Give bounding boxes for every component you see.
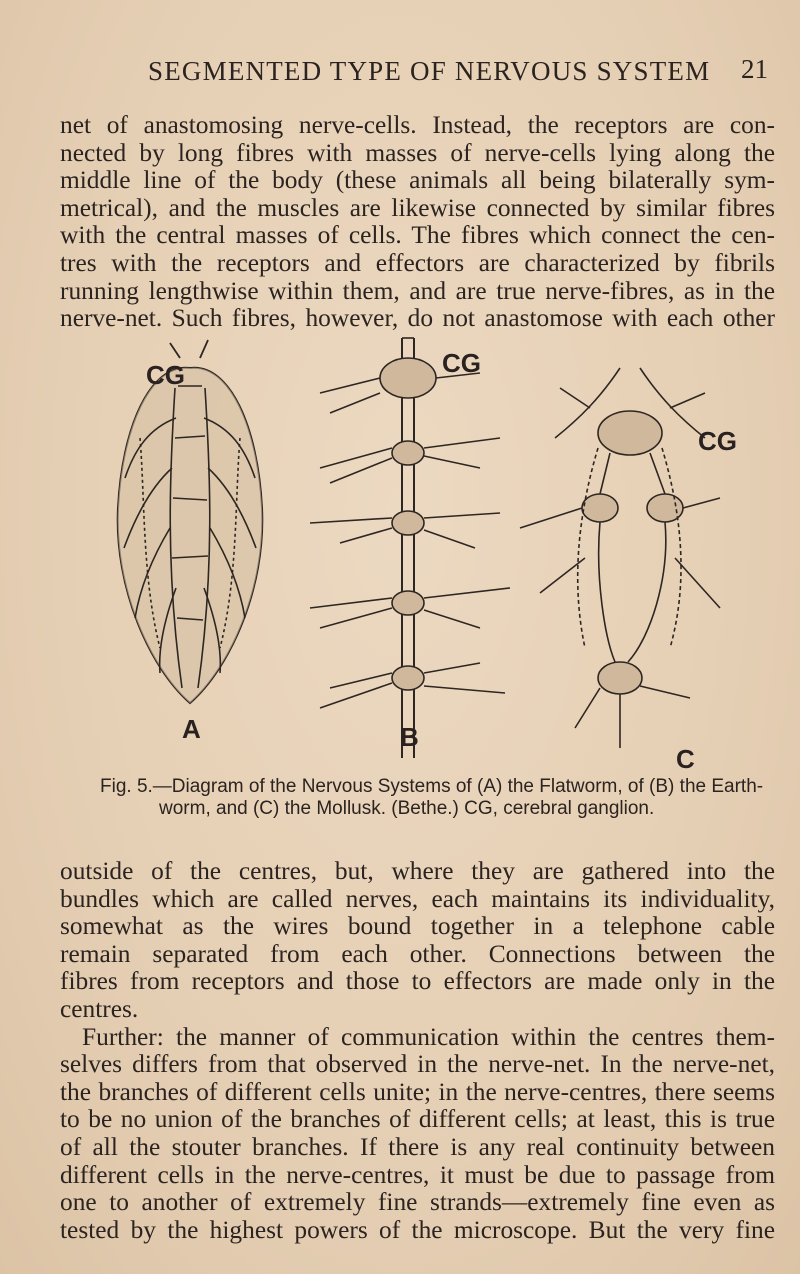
running-head [148, 56, 768, 96]
figure-caption [100, 776, 764, 820]
nervous-systems-figure [80, 318, 760, 778]
text-line: somewhat as the wires bound together in a telephone cable [60, 912, 775, 941]
text-line: running lengthwise within them, and are true nerve-fibres, as in the [60, 276, 775, 305]
panel-label-c: C [676, 744, 695, 774]
page-number: 21 [741, 54, 768, 84]
panel-label-b: B [400, 722, 419, 752]
bottom-paragraphs [60, 858, 775, 1244]
cg-label-a: CG [146, 360, 185, 390]
cg-label-b: CG [442, 348, 481, 378]
text-line: remain separated from each other. Connections between the [60, 939, 775, 968]
caption-line: worm, and (C) the Mollusk. (Bethe.) CG, cerebral ganglion. [159, 798, 655, 819]
mollusk-diagram [520, 368, 720, 748]
text-line: middle line of the body (these animals all being bilaterally sym- [60, 166, 775, 195]
text-line: the branches of different cells unite; in the nerve-centres, there seems [60, 1077, 775, 1106]
flatworm-diagram [118, 340, 263, 703]
panel-label-a: A [182, 714, 201, 744]
text-line: Further: the manner of communication within the centres them- [82, 1022, 775, 1051]
text-line: metrical), and the muscles are likewise connected by similar fibres [60, 193, 775, 222]
chapter-title: SEGMENTED TYPE OF NERVOUS SYSTEM [148, 56, 711, 86]
text-line: centres. [60, 994, 139, 1023]
caption-line: Fig. 5.—Diagram of the Nervous Systems of (A) the Flatworm, of (B) the Earth- [100, 776, 764, 797]
text-line: net of anastomosing nerve-cells. Instead, the receptors are con- [60, 111, 775, 139]
text-line: one to another of extremely fine strands—extremely fine even as [60, 1188, 775, 1217]
text-line: nerve-net. Such fibres, however, do not anastomose with each other [60, 304, 775, 333]
text-line: tested by the highest powers of the microscope. But the very fine [60, 1215, 775, 1244]
top-paragraph [60, 112, 775, 333]
earthworm-diagram [310, 338, 510, 758]
text-line: nected by long fibres with masses of nerve-cells lying along the [60, 138, 775, 167]
text-line: of all the stouter branches. If there is any real continuity between [60, 1132, 775, 1161]
text-line: different cells in the nerve-centres, it must be due to passage from [60, 1160, 775, 1189]
text-line: outside of the centres, but, where they are gathered into the [60, 857, 775, 885]
cg-label-c: CG [698, 426, 737, 456]
text-line: tres with the receptors and effectors are characterized by fibrils [60, 248, 775, 277]
text-line: fibres from receptors and those to effectors are made only in the [60, 967, 775, 996]
text-line: selves differs from that observed in the nerve-net. In the nerve-net, [60, 1050, 775, 1079]
text-line: to be no union of the branches of different cells; at least, this is true [60, 1105, 775, 1134]
text-line: bundles which are called nerves, each maintains its individuality, [60, 884, 775, 913]
text-line: with the central masses of cells. The fibres which connect the cen- [60, 221, 775, 250]
